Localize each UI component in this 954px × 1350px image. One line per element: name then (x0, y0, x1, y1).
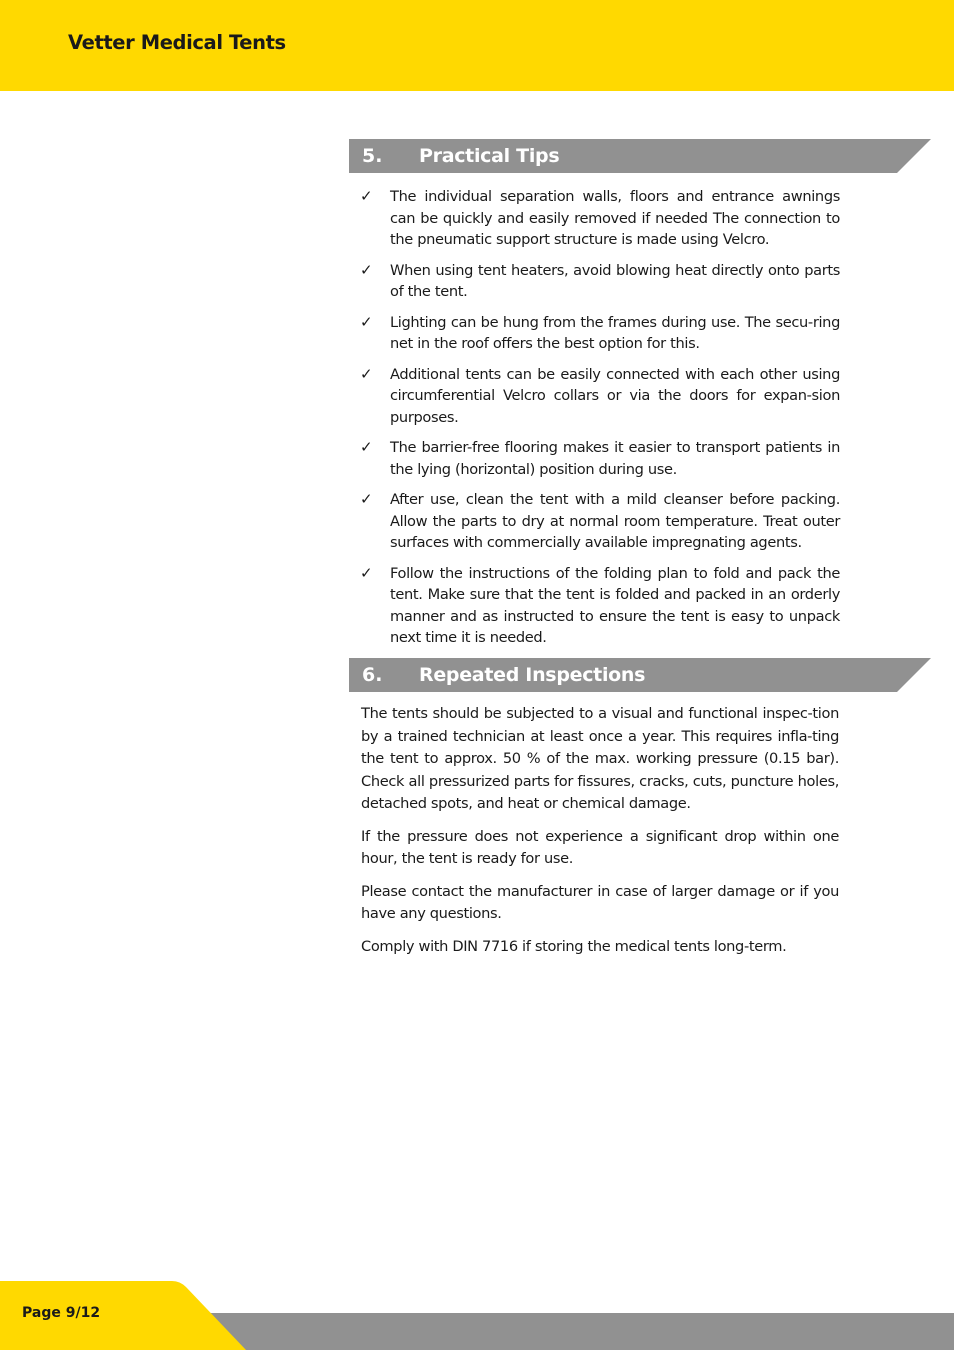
list-item (360, 364, 840, 429)
tip-text: The barrier-free flooring makes it easier to transport patients in the lying (horizontal) position during use. (390, 439, 840, 478)
tip-text: After use, clean the tent with a mild cleanser before packing. Allow the parts to dry at normal room temperature. Treat outer surfaces with commercially available impregnating agents. (390, 491, 840, 551)
practical-tips-list (360, 186, 840, 658)
list-item (360, 437, 840, 480)
checkmark-icon: ✓ (360, 187, 373, 205)
tip-text: When using tent heaters, avoid blowing heat directly onto parts of the tent. (390, 261, 840, 300)
document-title: Vetter Medical Tents (68, 31, 286, 54)
checkmark-icon: ✓ (360, 260, 373, 279)
paragraph: Please contact the manufacturer in case of larger damage or if you have any questions. (361, 882, 839, 922)
section-5-number: 5. (362, 145, 383, 167)
page-header (0, 0, 954, 91)
checkmark-icon: ✓ (360, 490, 373, 508)
paragraph: If the pressure does not experience a significant drop within one hour, the tent is ready for use. (361, 827, 839, 867)
section-5-heading (349, 139, 931, 173)
tip-text: Additional tents can be easily connected with each other using circumferential Velcro collars or via the doors for expan-sion purposes. (390, 365, 840, 426)
list-item (360, 563, 840, 649)
list-item (360, 260, 840, 303)
tip-text: Follow the instructions of the folding plan to fold and pack the tent. Make sure that the tent is folded and packed in an orderly manner and as instructed to ensure the tent is easy to unpack next time it is needed. (390, 564, 840, 646)
page-number: Page 9/12 (22, 1305, 101, 1321)
checkmark-icon: ✓ (360, 563, 373, 582)
checkmark-icon: ✓ (360, 364, 373, 383)
section-5-title: Practical Tips (419, 145, 560, 167)
section-6-heading (349, 658, 931, 692)
list-item (360, 489, 840, 554)
list-item (360, 312, 840, 355)
section-6-number: 6. (362, 664, 383, 686)
section-6-title: Repeated Inspections (419, 664, 646, 686)
list-item (360, 186, 840, 251)
paragraph: Comply with DIN 7716 if storing the medical tents long-term. (361, 937, 787, 955)
checkmark-icon: ✓ (360, 438, 373, 456)
checkmark-icon: ✓ (360, 312, 373, 331)
tip-text: The individual separation walls, floors and entrance awnings can be quickly and easily removed if needed The connection to the pneumatic support structure is made using Velcro. (390, 188, 840, 248)
paragraph: The tents should be subjected to a visual and functional inspec-tion by a trained technician at least once a year. This requires infla-ting the tent to approx. 50 % of the max. working pressure (0.15 bar). Check all pressurized parts for fissures, cracks, cuts, puncture holes, detached spots, and heat or chemical damage. (361, 705, 839, 812)
repeated-inspections-body (361, 703, 839, 968)
tip-text: Lighting can be hung from the frames during use. The secu-ring net in the roof offers the best option for this. (390, 313, 840, 352)
